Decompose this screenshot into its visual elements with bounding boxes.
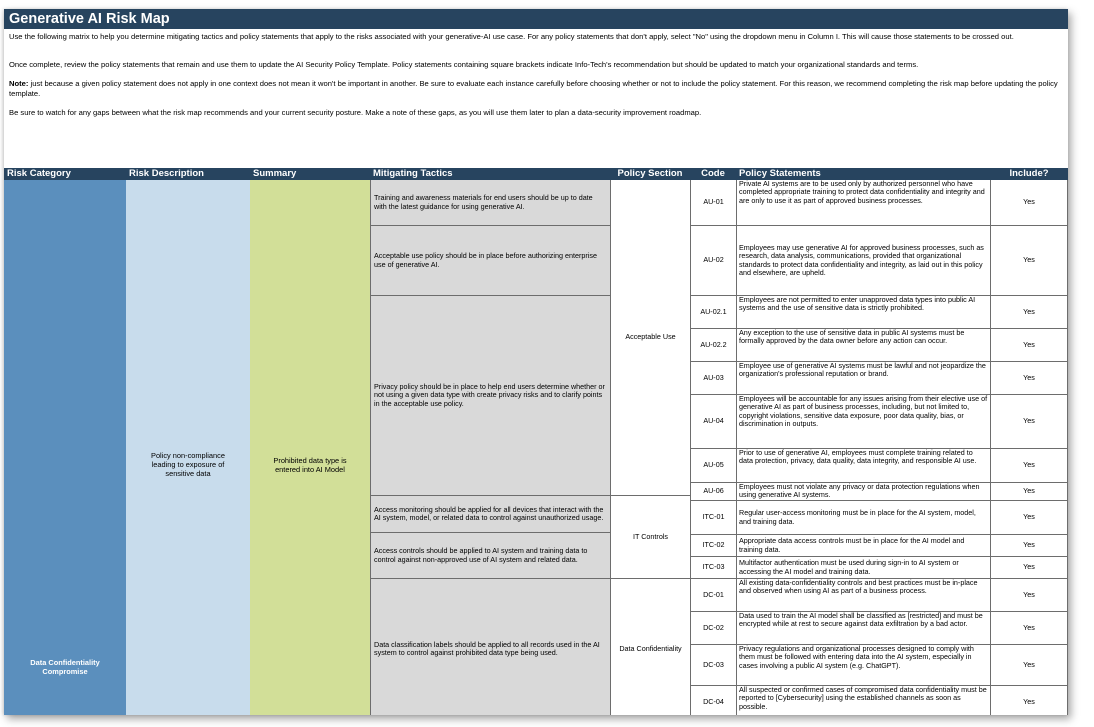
risk-category-text: Data Confidentiality Compromise — [30, 658, 100, 676]
include-dropdown[interactable]: Yes — [990, 483, 1068, 501]
include-dropdown[interactable]: Yes — [990, 226, 1068, 296]
policy-statement-text: Employees may use generative AI for approved business processes, such as research, data analysis, communications, provided that organizational standards to protect data confidentiality and integrity, as laid out in this policy and elsewhere, are upheld. — [739, 242, 984, 277]
policy-statement-text: Appropriate data access controls must be in place for the AI model and training data. — [739, 536, 965, 554]
include-dropdown[interactable]: Yes — [990, 449, 1068, 483]
policy-statement-cell: Employees are not permitted to enter unapproved data types into public AI systems and the use of sensitive data is strictly prohibited. — [736, 296, 990, 329]
tactic-privacy-policy — [370, 296, 610, 496]
page-title: Generative AI Risk Map — [4, 9, 1068, 29]
header-summary: Summary — [250, 168, 370, 180]
tactic-text: Training and awareness materials for end users should be up to date with the latest guidance for using generative AI. — [374, 193, 593, 211]
policy-statement-cell: Employee use of generative AI systems must be lawful and not jeopardize the organization's professional reputation or brand. — [736, 362, 990, 395]
tactic-access-controls — [370, 533, 610, 579]
risk-map-sheet — [4, 9, 1068, 715]
risk-description-text: Policy non-compliance leading to exposure of sensitive data — [151, 451, 225, 478]
policy-statement-cell: Any exception to the use of sensitive data in public AI systems must be formally approved by the data owner before any action can occur. — [736, 329, 990, 362]
tactic-text: Access controls should be applied to AI system and training data to control against non-approved use of AI system and related data. — [374, 546, 588, 564]
code-cell: AU-02.2 — [690, 329, 736, 362]
policy-statement-cell: Prior to use of generative AI, employees must complete training related to data protection, privacy, data quality, data integrity, and responsible AI use. — [736, 449, 990, 483]
code-cell: AU-03 — [690, 362, 736, 395]
tactic-training — [370, 180, 610, 226]
note-text: just because a given policy statement does not apply in one context does not mean it won't be important in another. Be sure to evaluate each instance carefully before choosing whether or not to include the policy statement. For this reason, we recommend completing the risk map before updating the policy template. — [9, 79, 1058, 98]
tactic-text: Data classification labels should be applied to all records used in the AI system to control against prohibited data type being used. — [374, 639, 600, 657]
include-dropdown[interactable]: Yes — [990, 612, 1068, 645]
code-cell: AU-04 — [690, 395, 736, 449]
header-include: Include? — [990, 168, 1068, 180]
summary-cell — [250, 180, 370, 715]
section-text: IT Controls — [632, 531, 669, 541]
tactic-data-classification — [370, 579, 610, 715]
code-cell: ITC-02 — [690, 535, 736, 557]
tactic-text: Privacy policy should be in place to help end users determine whether or not using a given data type with create privacy risks and to clarify points in the acceptable use policy. — [374, 381, 605, 408]
policy-statement-cell: Employees will be accountable for any issues arising from their elective use of generative AI as part of business processes, including, but not limited to, copyright violations, sensitive data exposure, poor data quality, bias, or discrimination in outputs. — [736, 395, 990, 449]
code-cell: ITC-03 — [690, 557, 736, 579]
include-dropdown[interactable]: Yes — [990, 686, 1068, 715]
policy-statement-text: Regular user-access monitoring must be in place for the AI system, model, and training data. — [739, 508, 976, 526]
policy-statement-text: Multifactor authentication must be used during sign-in to AI system or accessing the AI model and training data. — [739, 558, 959, 576]
code-cell: AU-02 — [690, 226, 736, 296]
note-label: Note: — [9, 79, 29, 88]
intro-paragraph-4: Be sure to watch for any gaps between what the risk map recommends and your current security posture. Make a note of these gaps, as you will use them later to plan a data-security improvement roadmap. — [9, 108, 702, 117]
header-mitigating-tactics: Mitigating Tactics — [370, 168, 610, 180]
code-cell: ITC-01 — [690, 501, 736, 535]
code-cell: DC-01 — [690, 579, 736, 612]
policy-statement-cell — [736, 557, 990, 579]
code-cell: AU-01 — [690, 180, 736, 226]
intro-paragraph-3 — [9, 79, 1064, 98]
tactic-text: Acceptable use policy should be in place before authorizing enterprise use of generative AI. — [374, 251, 597, 269]
include-dropdown[interactable]: Yes — [990, 362, 1068, 395]
section-text: Data Confidentiality — [619, 643, 682, 653]
intro-paragraph-1: Use the following matrix to help you determine mitigating tactics and policy statements that apply to the risks associated with your generative-AI use case. For any policy statements that don't apply, select "No" using the dropdown menu in Column I. This will cause those statements to be crossed out. — [9, 32, 1014, 41]
include-dropdown[interactable]: Yes — [990, 180, 1068, 226]
policy-statement-cell: All existing data-confidentiality controls and best practices must be in-place and observed when using AI as part of a business process. — [736, 579, 990, 612]
code-cell: AU-05 — [690, 449, 736, 483]
section-data-confidentiality — [610, 579, 690, 715]
include-dropdown[interactable]: Yes — [990, 501, 1068, 535]
code-cell: AU-02.1 — [690, 296, 736, 329]
risk-description-cell — [126, 180, 250, 715]
header-risk-category: Risk Category — [4, 168, 126, 180]
policy-statement-cell: Private AI systems are to be used only by authorized personnel who have completed appropriate training to protect data confidentiality and integrity and are only to use it as part of approved business processes. — [736, 180, 990, 226]
tactic-access-monitoring — [370, 496, 610, 533]
include-dropdown[interactable]: Yes — [990, 395, 1068, 449]
include-dropdown[interactable]: Yes — [990, 329, 1068, 362]
risk-category-cell — [4, 180, 126, 715]
code-cell: DC-04 — [690, 686, 736, 715]
tactic-text: Access monitoring should be applied for all devices that interact with the AI system, model, or related data to control against unauthorized usage. — [374, 504, 604, 522]
code-cell: DC-03 — [690, 645, 736, 686]
policy-statement-cell: Data used to train the AI model shall be classified as [restricted] and must be encrypted while at rest to secure against data exfiltration by a bad actor. — [736, 612, 990, 645]
policy-statement-cell: All suspected or confirmed cases of compromised data confidentiality must be reported to [Cybersecurity] using the established channels as soon as possible. — [736, 686, 990, 715]
section-text: Acceptable Use — [625, 332, 676, 342]
summary-text: Prohibited data type is entered into AI Model — [273, 456, 347, 474]
policy-statement-cell — [736, 226, 990, 296]
include-dropdown[interactable]: Yes — [990, 296, 1068, 329]
code-cell: DC-02 — [690, 612, 736, 645]
include-dropdown[interactable]: Yes — [990, 557, 1068, 579]
include-dropdown[interactable]: Yes — [990, 645, 1068, 686]
tactic-acceptable-use — [370, 226, 610, 296]
header-code: Code — [690, 168, 736, 180]
include-dropdown[interactable]: Yes — [990, 535, 1068, 557]
intro-paragraph-2: Once complete, review the policy statements that remain and use them to update the AI Security Policy Template. Policy statements containing square brackets indicate Info-Tech's recommendation but should be updated to match your organizational standards and terms. — [9, 60, 919, 69]
section-it-controls — [610, 496, 690, 579]
policy-statement-cell: Employees must not violate any privacy or data protection regulations when using generative AI systems. — [736, 483, 990, 501]
policy-statement-cell — [736, 535, 990, 557]
include-dropdown[interactable]: Yes — [990, 579, 1068, 612]
header-risk-description: Risk Description — [126, 168, 250, 180]
section-acceptable-use — [610, 180, 690, 496]
header-policy-section: Policy Section — [610, 168, 690, 180]
policy-statement-cell: Privacy regulations and organizational processes designed to comply with them must be followed with entering data into the AI system, especially in cases involving a public AI system (e.g. ChatGPT). — [736, 645, 990, 686]
header-policy-statements: Policy Statements — [736, 168, 990, 180]
policy-statement-cell — [736, 501, 990, 535]
code-cell: AU-06 — [690, 483, 736, 501]
